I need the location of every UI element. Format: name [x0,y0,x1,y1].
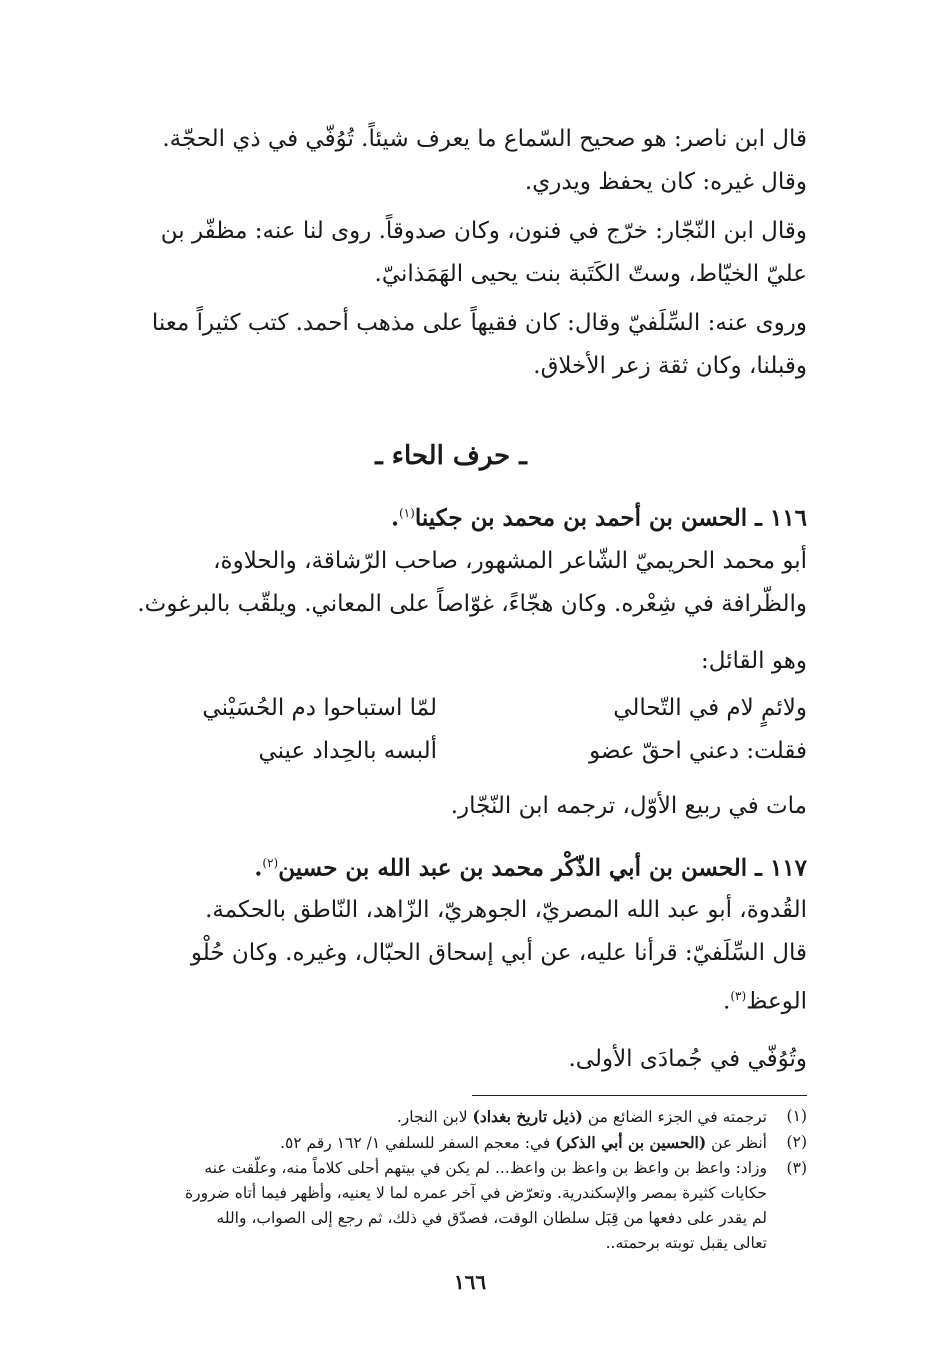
footnote-text: في: معجم السفر للسلفي ١/ ١٦٢ رقم ٥٢. [280,1133,556,1152]
text-line: أبو محمد الحريميّ الشّاعر المشهور، صاحب الرّشاقة، والحلاوة، [213,547,807,574]
footnote [95,1104,807,1130]
text-line: قال ابن ناصر: هو صحيح السّماع ما يعرف شيئاً. تُوُفّي في ذي الحجّة. [162,126,807,152]
footnote [95,1130,807,1156]
footnote-text: أنظر عن [706,1133,767,1152]
poem-verse [95,687,807,730]
poem-hemistich: لمّا استباحوا دم الحُسَيْني [202,694,437,721]
poem-hemistich: ألبسه بالحِداد عيني [258,737,437,764]
text-line: القُدوة، أبو عبد الله المصريّ، الجوهريّ، الزّاهد، النّاطق بالحكمة. [205,897,807,924]
text-line [95,975,807,1024]
footnote-text: لابن النجار. [396,1107,473,1126]
footnote-text: وزاد: واعظ بن واعظ بن واعظ بن واعظ... لم يكن في بيتهم أحلى كلاماً منه، وعلّقت عنه [204,1158,767,1177]
footnote-marker: (٢) [262,855,279,870]
poem-hemistich: فقلت: دعني احقّ عضو [589,737,807,764]
heading-period: . [254,854,263,882]
footnote-text: ترجمته في الجزء الضائع من [582,1107,767,1126]
footnote-divider [472,1095,807,1096]
page-body [95,118,807,1256]
text-line: والظّرافة في شِعْره. وكان هجّاءً، غوّاصاً على المعاني. ويلقّب بالبرغوث. [137,590,807,617]
footnote-number: (١) [786,1106,807,1125]
entry-117 [95,842,807,1081]
footnote-bold-title: (الحسين بن أبي الذكر) [555,1132,707,1152]
text-line: عليّ الخيّاط، وستّ الكَتَبة بنت يحيى الهَمَذانيّ. [374,261,807,287]
footnote-marker: (١) [398,506,415,520]
poem [95,687,807,773]
section-heading: ـ حرف الحاء ـ [375,441,527,471]
entry-heading [95,492,807,540]
paragraph-silafi [95,302,807,388]
entry-heading [95,842,807,890]
text-fragment: . [723,988,731,1015]
text-line: وتُوُفّي في جُمادَى الأولى. [568,1045,807,1072]
footnote-continuation: لم يقدر على دفعها من قِبَل سلطان الوقت، فصدّق في ذلك، ثم رجع إلى الصواب، والله [216,1208,767,1227]
footnote-continuation: حكايات كثيرة بمصر والإسكندرية. وتعرّض في آخر عمره لما لا يعنيه، وأظهر فيما أتاه ضرورة [185,1183,767,1202]
paragraph-ibn-nasir [95,118,807,204]
footnote-number: (٣) [786,1158,807,1177]
entry-116 [95,492,807,828]
entry-heading-text: ١١٧ ـ الحسن بن أبي الذّكْر محمد بن عبد الله بن حسين [278,854,807,882]
poem-hemistich: ولائمٍ لام في التّحالي [613,694,807,721]
text-line: قال السِّلَفيّ: قرأنا عليه، عن أبي إسحاق الحبّال، وغيره. وكان حُلْو [190,940,807,967]
text-line: وروى عنه: السِّلَفيّ وقال: كان فقيهاً على مذهب أحمد. كتب كثيراً معنا [151,310,807,336]
text-line: وقبلنا، وكان ثقة زعر الأخلاق. [533,353,807,379]
text-line: وهو القائل: [700,647,807,674]
poem-verse [95,730,807,773]
text-line: مات في ربيع الأوّل، ترجمه ابن النّجّار. [450,792,807,819]
footnote-marker: (٣) [730,989,747,1004]
text-line: وقال ابن النّجّار: خرّج في فنون، وكان صدوقاً. روى لنا عنه: مظفّر بن [160,218,807,244]
paragraph-ibn-najjar [95,210,807,296]
footnotes [95,1104,807,1256]
footnote-continuation: تعالى يقبل توبته برحمته.. [605,1233,767,1252]
footnote-number: (٢) [786,1132,807,1151]
page-number: ١٦٦ [453,1270,487,1294]
entry-heading-text: ١١٦ ـ الحسن بن أحمد بن محمد بن جكينا [414,504,807,532]
footnote [95,1156,807,1181]
text-line: وقال غيره: كان يحفظ ويدري. [524,169,807,195]
text-fragment: الوعظ [746,988,807,1015]
footnote-bold-title: (ذيل تاريخ بغداد) [472,1106,583,1126]
heading-period: . [390,504,399,532]
